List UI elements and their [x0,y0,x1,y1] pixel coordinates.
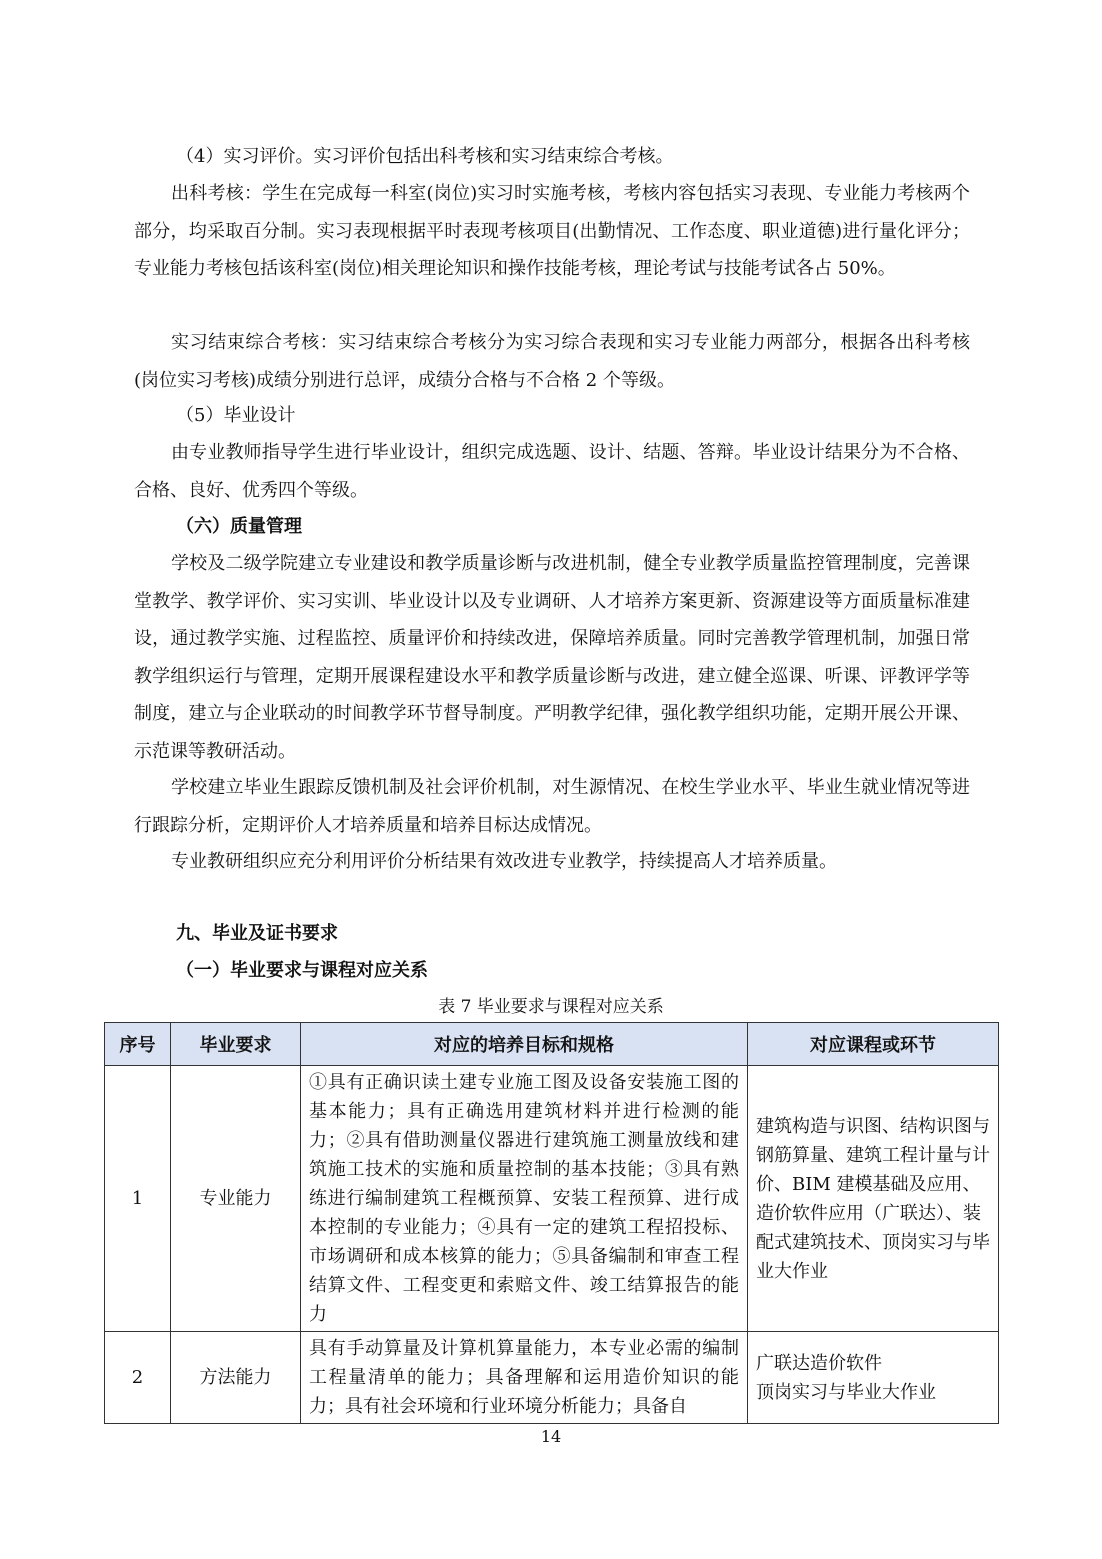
cell-courses: 建筑构造与识图、结构识图与钢筋算量、建筑工程计量与计价、BIM 建模基础及应用、造价软件应用（广联达）、装配式建筑技术、顶岗实习与毕业大作业 [748,1066,999,1332]
header-goals: 对应的培养目标和规格 [301,1023,748,1066]
table-header-row [105,1023,999,1066]
table-row [105,1066,999,1332]
paragraph-quality-1: 学校及二级学院建立专业建设和教学质量诊断与改进机制，健全专业教学质量监控管理制度，完善课堂教学、教学评价、实习实训、毕业设计以及专业调研、人才培养方案更新、资源建设等方面质量标准建设，通过教学实施、过程监控、质量评价和持续改进，保障培养质量。同时完善教学管理机制，加强日常教学组织运行与管理，定期开展课程建设水平和教学质量诊断与改进，建立健全巡课、听课、评教评学等制度，建立与企业联动的时间教学环节督导制度。严明教学纪律，强化教学组织功能，定期开展公开课、示范课等教研活动。 [134,553,970,762]
paragraph-quality-3: 专业教研组织应充分利用评价分析结果有效改进专业教学，持续提高人才培养质量。 [171,851,837,872]
header-courses: 对应课程或环节 [748,1023,999,1066]
course-line: 顶岗实习与毕业大作业 [756,1381,936,1403]
cell-no: 2 [105,1332,171,1424]
subheading-requirement-course-mapping: （一）毕业要求与课程对应关系 [176,960,428,981]
course-line: 广联达造价软件 [756,1352,882,1374]
cell-requirement: 专业能力 [171,1066,301,1332]
item-internship-evaluation: （4）实习评价。实习评价包括出科考核和实习结束综合考核。 [176,146,674,167]
cell-goals: ①具有正确识读土建专业施工图及设备安装施工图的基本能力；具有正确选用建筑材料并进行检测的能力；②具有借助测量仪器进行建筑施工测量放线和建筑施工技术的实施和质量控制的基本技能；③具有熟练进行编制建筑工程概预算、安装工程预算、进行成本控制的专业能力；④具有一定的建筑工程招投标、市场调研和成本核算的能力；⑤具备编制和审查工程结算文件、工程变更和索赔文件、竣工结算报告的能力 [301,1066,748,1332]
paragraph-department-exam: 出科考核：学生在完成每一科室(岗位)实习时实施考核，考核内容包括实习表现、专业能力考核两个部分，均采取百分制。实习表现根据平时表现考核项目(出勤情况、工作态度、职业道德)进行量化评分；专业能力考核包括该科室(岗位)相关理论知识和操作技能考核，理论考试与技能考试各占 50%。 [134,183,970,279]
requirements-table [104,1022,999,1424]
header-no: 序号 [105,1023,171,1066]
header-requirement: 毕业要求 [171,1023,301,1066]
paragraph-final-exam: 实习结束综合考核：实习结束综合考核分为实习综合表现和实习专业能力两部分，根据各出科考核(岗位实习考核)成绩分别进行总评，成绩分合格与不合格 2 个等级。 [134,332,970,391]
cell-goals: 具有手动算量及计算机算量能力，本专业必需的编制工程量清单的能力；具备理解和运用造价知识的能力；具有社会环境和行业环境分析能力；具备自 [301,1332,748,1424]
cell-requirement: 方法能力 [171,1332,301,1424]
heading-graduation-requirements: 九、毕业及证书要求 [176,923,338,944]
item-graduation-design: （5）毕业设计 [176,405,296,426]
page-number: 14 [540,1427,562,1446]
paragraph-quality-2: 学校建立毕业生跟踪反馈机制及社会评价机制，对生源情况、在校生学业水平、毕业生就业情况等进行跟踪分析，定期评价人才培养质量和培养目标达成情况。 [134,777,970,836]
cell-courses [748,1332,999,1424]
table-caption: 表 7 毕业要求与课程对应关系 [438,997,664,1017]
paragraph-graduation-design: 由专业教师指导学生进行毕业设计，组织完成选题、设计、结题、答辩。毕业设计结果分为不合格、合格、良好、优秀四个等级。 [134,442,970,501]
table-row [105,1332,999,1424]
heading-quality-management: （六）质量管理 [176,516,302,537]
cell-no: 1 [105,1066,171,1332]
